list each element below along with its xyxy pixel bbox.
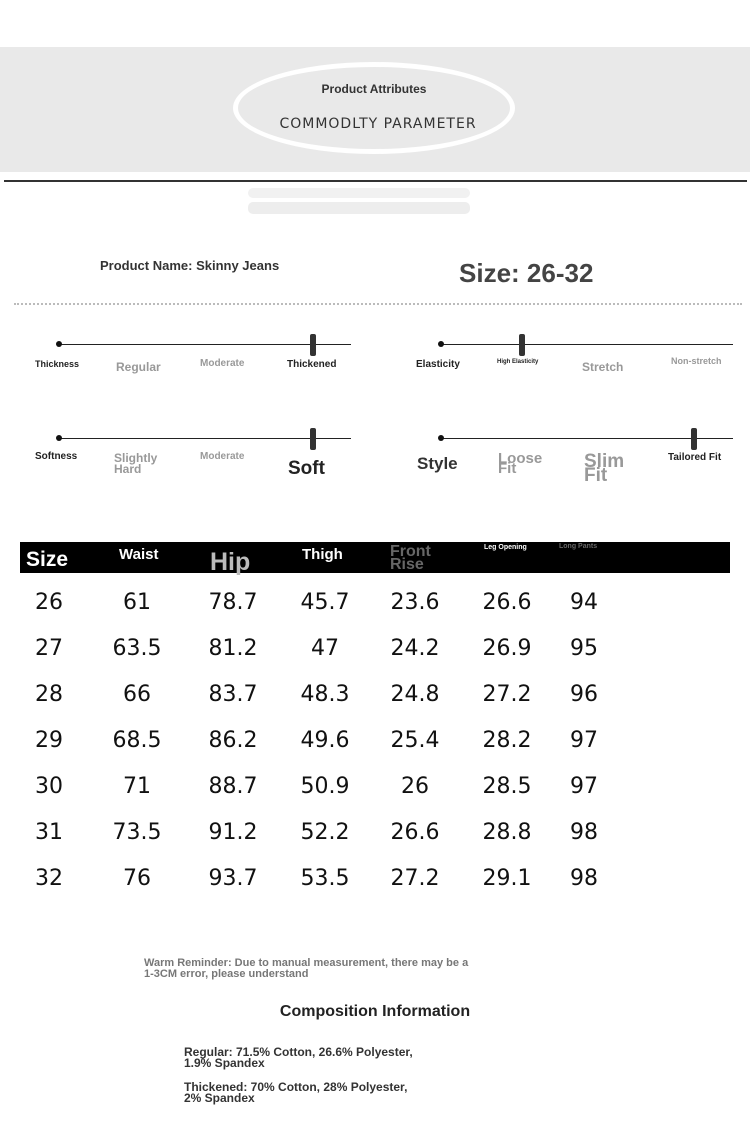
table-cell: 32 [35,866,63,891]
composition-regular: Regular: 71.5% Cotton, 26.6% Polyester, 1.9% Spandex [184,1045,413,1070]
table-cell: 66 [123,682,151,707]
elasticity-option: Stretch [582,360,624,374]
scale-line [59,438,351,439]
table-cell: 93.7 [208,866,258,891]
table-cell: 94 [570,590,598,615]
scale-selected-marker [310,334,316,356]
table-cell: 71 [123,774,151,799]
table-cell: 95 [570,636,598,661]
table-cell: 97 [570,728,598,753]
table-cell: 26.6 [390,820,440,845]
column-header-leg-opening: Leg Opening [484,544,527,551]
style-option: Slim Fit [584,451,625,486]
table-cell: 27.2 [390,866,440,891]
table-cell: 98 [570,820,598,845]
column-header-size: Size [26,548,69,571]
elasticity-label: Elasticity [416,359,460,370]
scale-line [59,344,351,345]
warm-reminder: Warm Reminder: Due to manual measurement, there may be a 1-3CM error, please understand [144,957,469,980]
table-cell: 24.2 [390,636,440,661]
scale-line [441,438,733,439]
table-cell: 86.2 [208,728,258,753]
softness-option-selected: Soft [288,458,325,479]
table-cell: 28.5 [482,774,532,799]
scale-selected-marker [519,334,525,356]
table-cell: 81.2 [208,636,258,661]
table-cell: 26 [401,774,429,799]
header-subtitle: COMMODLTY PARAMETER [279,116,477,132]
column-header-thigh: Thigh [302,546,343,563]
thickness-option-selected: Thickened [287,359,337,370]
elasticity-option-selected: High Elasticity [497,359,539,365]
softness-option: Slightly Hard [114,451,158,476]
table-cell: 83.7 [208,682,258,707]
table-cell: 98 [570,866,598,891]
table-cell: 88.7 [208,774,258,799]
size-range: Size: 26-32 [459,258,594,288]
table-cell: 50.9 [300,774,350,799]
column-header-front-rise: Front Rise [390,543,431,573]
table-cell: 29 [35,728,63,753]
style-option-selected: Tailored Fit [668,452,722,463]
table-cell: 28 [35,682,63,707]
table-cell: 73.5 [112,820,162,845]
composition-thickened: Thickened: 70% Cotton, 28% Polyester, 2% Spandex [184,1080,408,1105]
header-oval [233,62,515,154]
table-cell: 76 [123,866,151,891]
table-cell: 26 [35,590,63,615]
column-header-waist: Waist [119,546,159,563]
softness-label: Softness [35,451,78,462]
column-header-hip: Hip [210,548,251,576]
table-cell: 29.1 [482,866,532,891]
table-cell: 24.8 [390,682,440,707]
table-cell: 49.6 [300,728,350,753]
table-cell: 61 [123,590,151,615]
table-cell: 78.7 [208,590,258,615]
thickness-label: Thickness [35,359,80,369]
style-label: Style [417,454,458,473]
table-cell: 63.5 [112,636,162,661]
thickness-option: Regular [116,360,161,374]
table-cell: 30 [35,774,63,799]
dotted-divider [14,303,742,305]
column-header-long-pants: Long Pants [559,543,598,550]
table-cell: 91.2 [208,820,258,845]
scale-start-dot [438,341,444,347]
thickness-option: Moderate [200,358,245,369]
softness-option: Moderate [200,451,245,462]
table-cell: 96 [570,682,598,707]
size-table-header [20,542,730,576]
table-cell: 27.2 [482,682,532,707]
table-cell: 23.6 [390,590,440,615]
table-cell: 26.9 [482,636,532,661]
scale-start-dot [438,435,444,441]
table-cell: 45.7 [300,590,350,615]
table-cell: 27 [35,636,63,661]
header-title: Product Attributes [321,82,427,96]
table-cell: 48.3 [300,682,350,707]
elasticity-option: Non-stretch [671,356,722,366]
table-cell: 28.2 [482,728,532,753]
composition-title: Composition Information [279,1003,471,1020]
style-option: Loose Fit [498,450,543,477]
table-cell: 53.5 [300,866,350,891]
scale-selected-marker [691,428,697,450]
table-cell: 97 [570,774,598,799]
table-cell: 31 [35,820,63,845]
header-shadow [248,188,470,198]
product-name: Product Name: Skinny Jeans [100,258,280,273]
table-cell: 52.2 [300,820,350,845]
header-divider [4,180,747,182]
table-cell: 25.4 [390,728,440,753]
scale-line [441,344,733,345]
table-cell: 68.5 [112,728,162,753]
table-cell: 28.8 [482,820,532,845]
scale-start-dot [56,341,62,347]
header-shadow [248,202,470,214]
table-cell: 26.6 [482,590,532,615]
table-cell: 47 [311,636,339,661]
scale-selected-marker [310,428,316,450]
scale-start-dot [56,435,62,441]
